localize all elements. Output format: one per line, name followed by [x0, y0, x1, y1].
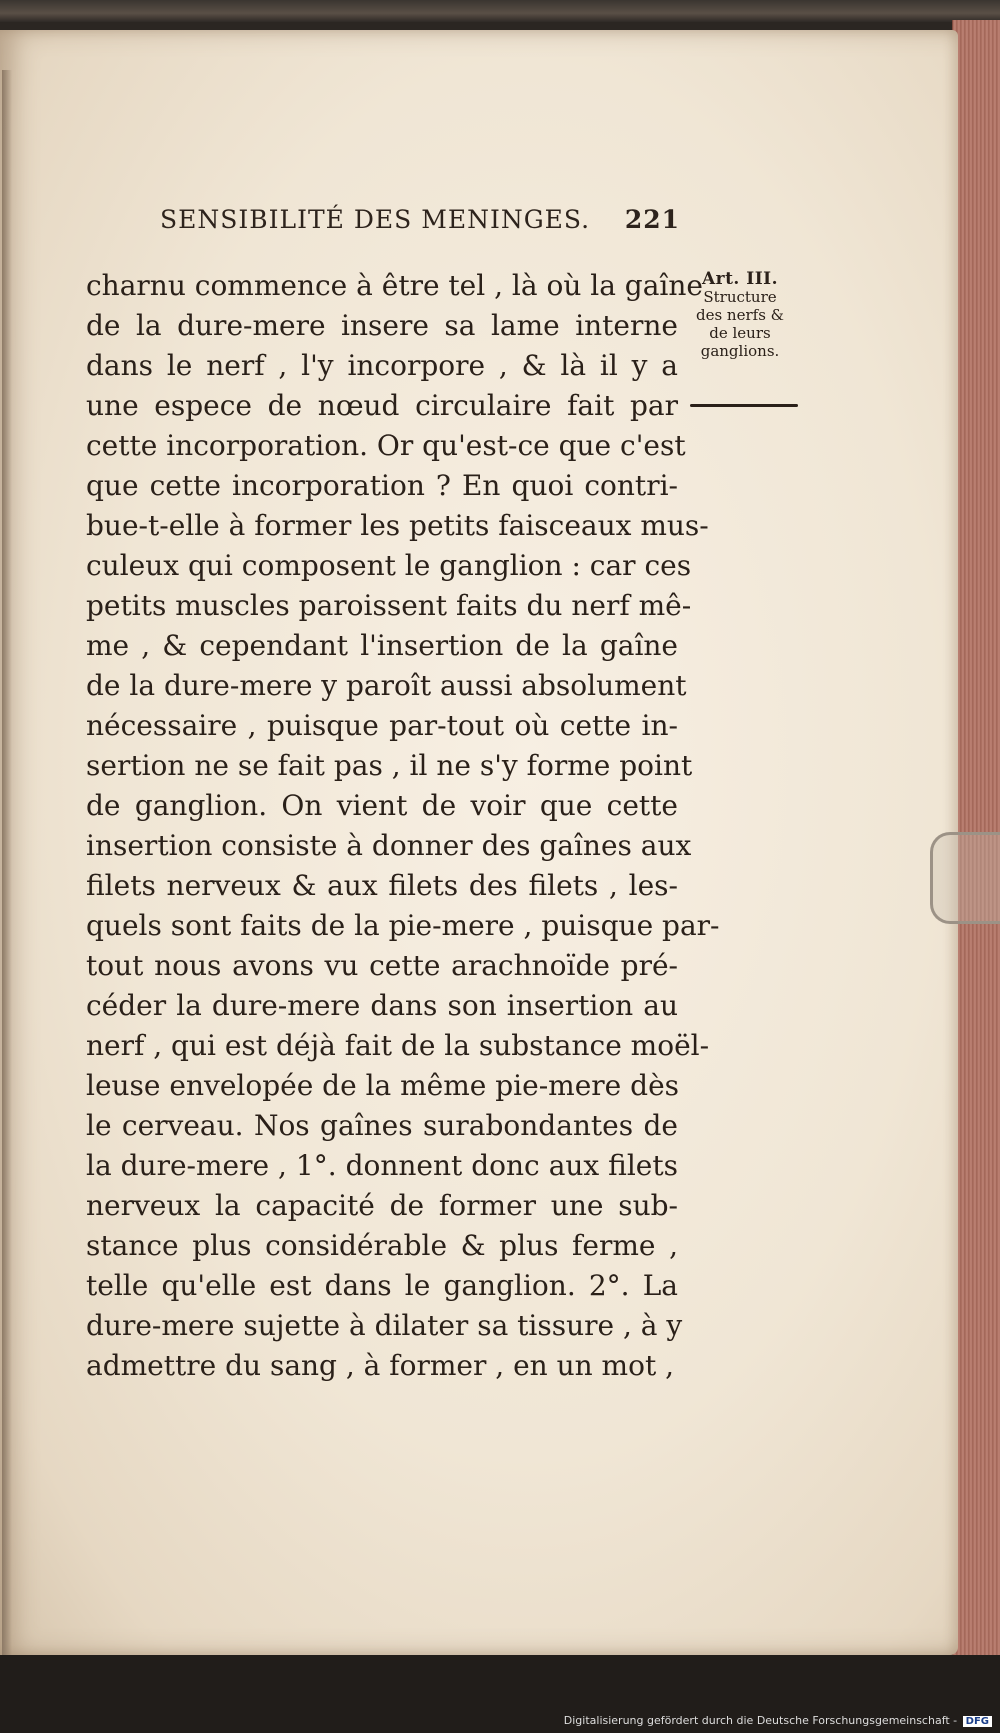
text-line: bue-t-elle à former les petits faisceaux mus- [86, 509, 709, 542]
text-line: nécessaire , puisque par-tout où cette in- [86, 709, 678, 742]
text-line: admettre du sang , à former , en un mot , [86, 1349, 675, 1382]
margin-note-line: Structure [703, 288, 777, 306]
margin-rule [690, 404, 798, 407]
text-line: stance plus considérable & plus ferme , [86, 1229, 678, 1262]
text-line: de la dure-mere y paroît aussi absolument [86, 669, 687, 702]
scan-background [0, 1655, 1000, 1733]
text-line: nerf , qui est déjà fait de la substance moël- [86, 1029, 710, 1062]
dfg-logo: DFG [963, 1716, 992, 1727]
text-line: une espece de nœud circulaire fait par [86, 389, 678, 422]
body-text [86, 266, 720, 1386]
margin-note-line: des nerfs & [695, 306, 785, 324]
text-line: petits muscles paroissent faits du nerf mê- [86, 589, 692, 622]
margin-note-line: ganglions. [700, 342, 780, 360]
text-line: charnu commence à être tel , là où la gaîne [86, 269, 703, 302]
text-line: céder la dure-mere dans son insertion au [86, 989, 678, 1022]
text-line: le cerveau. Nos gaînes surabondantes de [86, 1109, 678, 1142]
text-line: dure-mere sujette à dilater sa tissure , à y [86, 1309, 683, 1342]
text-line: tout nous avons vu cette arachnoïde pré- [86, 949, 678, 982]
running-title: SENSIBILITÉ DES MENINGES. [160, 205, 591, 234]
text-line: filets nerveux & aux filets des filets , les- [86, 869, 678, 902]
text-line: leuse envelopée de la même pie-mere dès [86, 1069, 680, 1102]
book-cover-edge [0, 0, 1000, 22]
text-line: la dure-mere , 1°. donnent donc aux filets [86, 1149, 678, 1182]
text-line: que cette incorporation ? En quoi contri- [86, 469, 678, 502]
text-line: insertion consiste à donner des gaînes aux [86, 829, 692, 862]
credit-text: Digitalisierung gefördert durch die Deutsche Forschungsgemeinschaft - [563, 1714, 958, 1727]
running-header [160, 205, 680, 234]
text-line: cette incorporation. Or qu'est-ce que c'est [86, 429, 686, 462]
page-number: 221 [624, 205, 680, 234]
text-line: culeux qui composent le ganglion : car ces [86, 549, 692, 582]
text-line: telle qu'elle est dans le ganglion. 2°. La [86, 1269, 678, 1302]
text-line: me , & cependant l'insertion de la gaîne [86, 629, 678, 662]
margin-note [684, 270, 796, 360]
book-clasp [930, 832, 1000, 924]
digitization-credit [564, 1714, 992, 1727]
text-line: sertion ne se fait pas , il ne s'y forme point [86, 749, 693, 782]
spine-shadow [2, 70, 12, 1670]
text-line: quels sont faits de la pie-mere , puisque par- [86, 909, 720, 942]
margin-note-line: de leurs [709, 324, 771, 342]
text-line: de ganglion. On vient de voir que cette [86, 789, 678, 822]
text-line: nerveux la capacité de former une sub- [86, 1189, 678, 1222]
margin-note-label: Art. III. [701, 269, 779, 289]
text-line: dans le nerf , l'y incorpore , & là il y a [86, 349, 678, 382]
text-line: de la dure-mere insere sa lame interne [86, 309, 678, 342]
